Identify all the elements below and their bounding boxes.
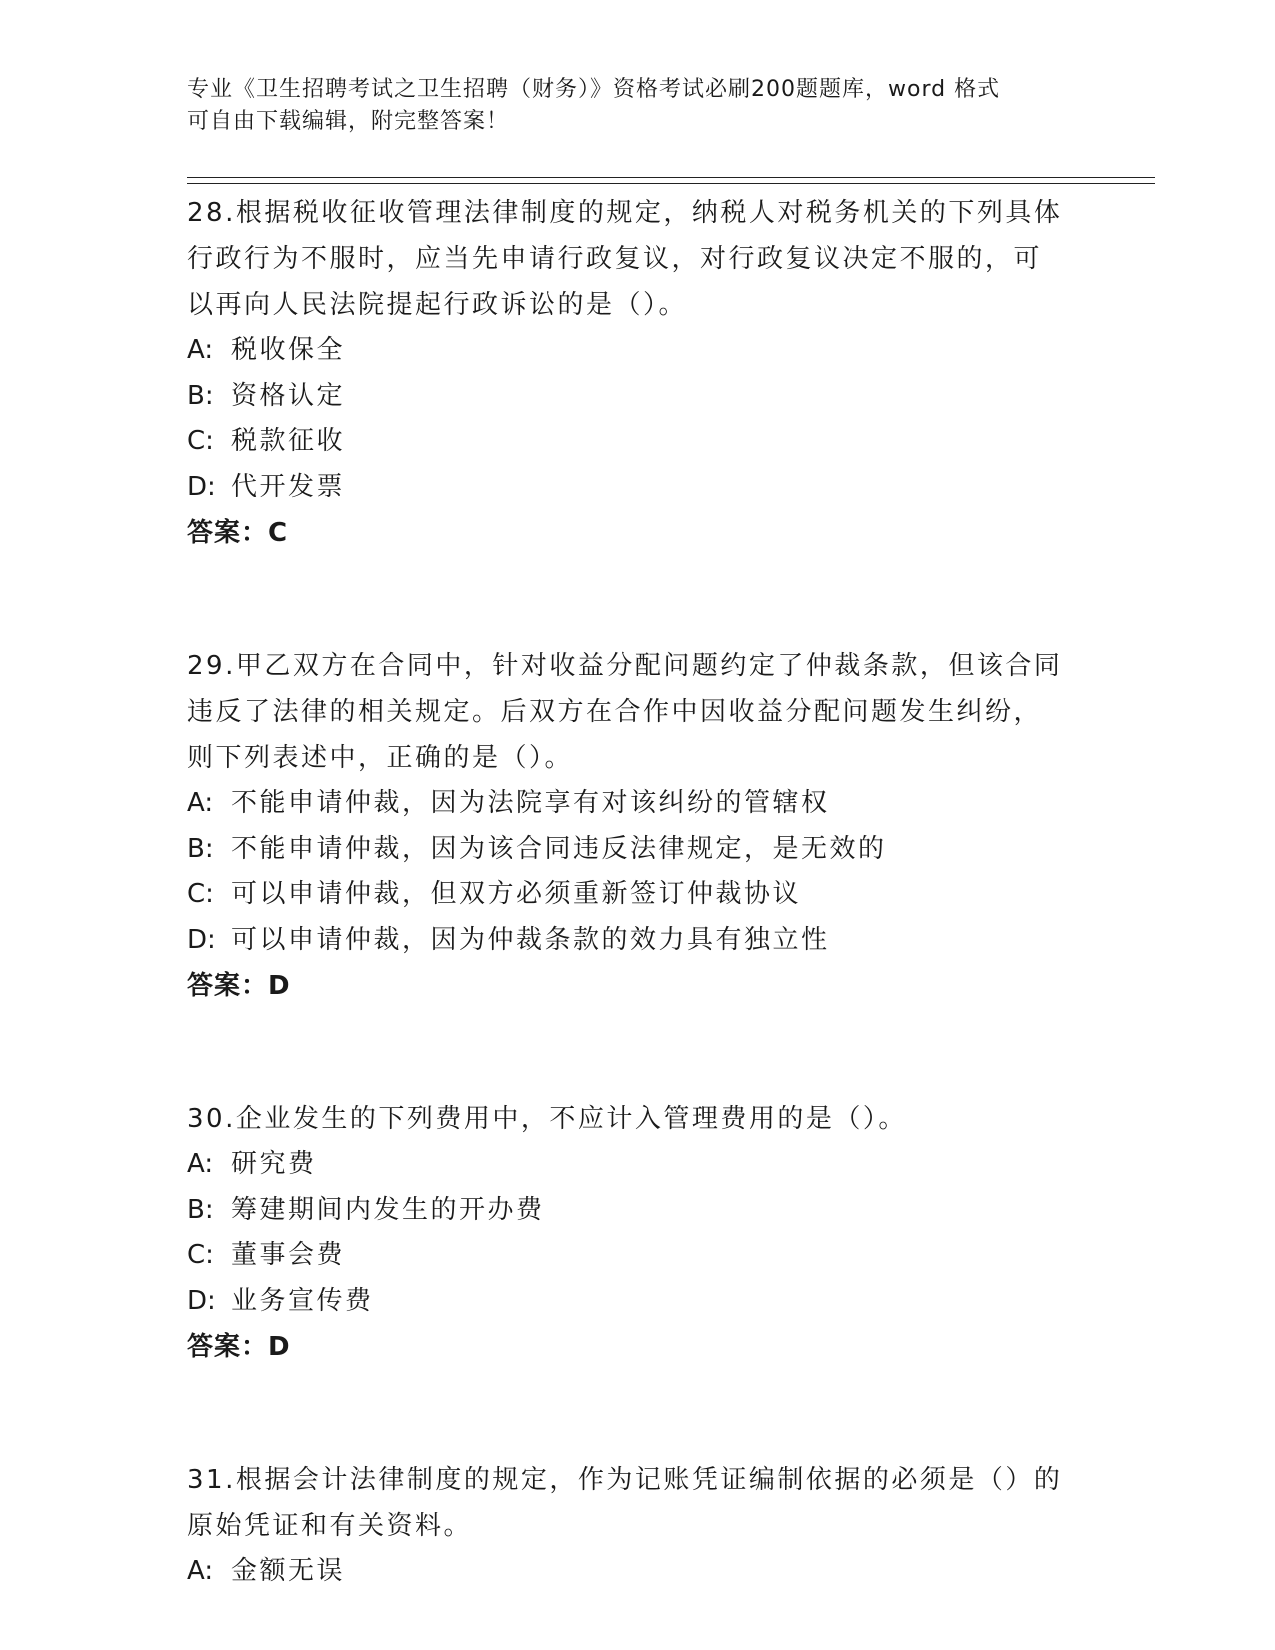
option-text: 筹建期间内发生的开办费 (231, 1194, 545, 1225)
option-label: D: (187, 471, 216, 502)
option-text: 金额无误 (231, 1556, 346, 1586)
option-text: 不能申请仲裁，因为该合同违反法律规定，是无效的 (231, 833, 887, 864)
option-c (187, 419, 1087, 465)
option-label: B: (187, 380, 214, 411)
question-spacer (187, 1370, 1087, 1457)
question-stem-line: 29.甲乙双方在合同中，针对收益分配问题约定了仲裁条款，但该合同 (187, 651, 1063, 681)
option-d (187, 1279, 1087, 1325)
option-a (187, 1549, 1087, 1595)
answer-line: 答案：C (187, 518, 289, 548)
question-stem-line: 31.根据会计法律制度的规定，作为记账凭证编制依据的必须是（）的 (187, 1465, 1063, 1495)
question-stem (187, 190, 1087, 328)
option-label: C: (187, 1240, 214, 1270)
option-label: A: (187, 335, 214, 365)
option-text: 可以申请仲裁，因为仲裁条款的效力具有独立性 (231, 924, 830, 955)
option-label: B: (187, 1194, 214, 1225)
option-label: A: (187, 1556, 214, 1586)
question-29 (187, 643, 1087, 1009)
question-stem-line: 28.根据税收征收管理法律制度的规定，纳税人对税务机关的下列具体 (187, 198, 1063, 228)
option-label: A: (187, 788, 214, 818)
option-c (187, 872, 1087, 918)
option-text: 税收保全 (231, 335, 346, 365)
header-divider-top (187, 177, 1155, 178)
option-label: C: (187, 426, 214, 456)
question-30 (187, 1096, 1087, 1370)
option-text: 业务宣传费 (231, 1285, 374, 1316)
option-b (187, 827, 1087, 873)
question-stem (187, 1457, 1087, 1549)
option-label: B: (187, 833, 214, 864)
question-28 (187, 190, 1087, 556)
option-text: 董事会费 (231, 1240, 346, 1270)
option-label: D: (187, 924, 216, 955)
option-text: 税款征收 (231, 426, 346, 456)
question-spacer (187, 1009, 1087, 1096)
question-stem-line: 以再向人民法院提起行政诉讼的是（）。 (187, 290, 688, 320)
option-d (187, 918, 1087, 964)
question-stem-line: 30.企业发生的下列费用中，不应计入管理费用的是（）。 (187, 1104, 907, 1134)
option-c (187, 1233, 1087, 1279)
option-text: 不能申请仲裁，因为法院享有对该纠纷的管辖权 (231, 788, 830, 818)
option-d (187, 465, 1087, 511)
document-header (187, 74, 1067, 138)
option-label: A: (187, 1149, 214, 1179)
option-b (187, 1188, 1087, 1234)
option-b (187, 374, 1087, 420)
header-line-1: 专业《卫生招聘考试之卫生招聘（财务）》资格考试必刷200题题库，word 格式 (187, 77, 1001, 102)
option-a (187, 781, 1087, 827)
option-text: 资格认定 (231, 380, 346, 411)
question-stem (187, 643, 1087, 781)
question-list (187, 190, 1087, 1595)
answer-line: 答案：D (187, 1332, 291, 1362)
option-text: 可以申请仲裁，但双方必须重新签订仲裁协议 (231, 879, 802, 909)
option-text: 研究费 (231, 1149, 317, 1179)
header-divider-bottom (187, 183, 1155, 184)
answer-line: 答案：D (187, 971, 291, 1001)
question-stem (187, 1096, 1087, 1142)
question-stem-line: 则下列表述中，正确的是（）。 (187, 743, 574, 773)
option-label: C: (187, 879, 214, 909)
question-stem-line: 原始凭证和有关资料。 (187, 1511, 473, 1541)
option-label: D: (187, 1285, 216, 1316)
question-spacer (187, 556, 1087, 643)
header-line-2: 可自由下载编辑，附完整答案！ (187, 109, 510, 134)
option-a (187, 328, 1087, 374)
question-stem-line: 行政行为不服时，应当先申请行政复议，对行政复议决定不服的，可 (187, 244, 1043, 274)
option-a (187, 1142, 1087, 1188)
option-text: 代开发票 (231, 471, 346, 502)
question-stem-line: 违反了法律的相关规定。后双方在合作中因收益分配问题发生纠纷， (187, 697, 1043, 727)
question-31 (187, 1457, 1087, 1595)
